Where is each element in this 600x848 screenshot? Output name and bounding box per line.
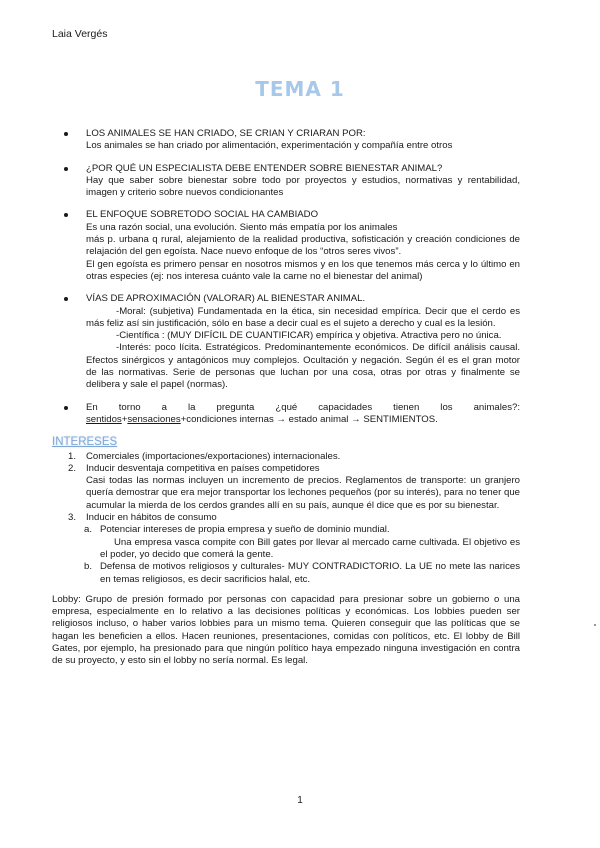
- bullet-icon: [64, 213, 68, 217]
- numbered-item: [52, 512, 520, 524]
- item-number: 1.: [68, 450, 77, 462]
- bullet-item: [52, 402, 520, 427]
- sub-item-text: Defensa de motivos religiosos y culturales- MUY CONTRADICTORIO. La UE no mete las narices en temas religiosos, es decir sacrificios halal, etc.: [100, 561, 520, 585]
- section-heading-intereses: INTERESES: [52, 436, 118, 449]
- bullet-text: Es una razón social, una evolución. Siento más empatía por los animales: [86, 221, 398, 233]
- approach-label: -Interés:: [116, 342, 152, 354]
- bullet-item: [52, 209, 520, 283]
- item-detail: Casi todas las normas incluyen un incremento de precios. Reglamentos de transporte: un granjero quería demostrar que era mejor transportar los lechones pequeños (por su interés), para no tener que acumular la mierda de los cerdos grandes allí en su país, aunque él dice que es por su bienestar.: [86, 475, 520, 511]
- lobby-paragraph: [52, 594, 520, 668]
- approach-cientifica: [86, 330, 520, 342]
- sub-item-letter: a.: [84, 524, 93, 536]
- sub-item: [52, 561, 520, 586]
- bullet-text: [86, 414, 520, 426]
- item-number: 2.: [68, 462, 77, 474]
- page-title: TEMA 1: [255, 77, 345, 101]
- bullet-heading: VÍAS DE APROXIMACIÓN (VALORAR) AL BIENESTAR ANIMAL.: [86, 293, 366, 305]
- bullet-item: [52, 293, 520, 391]
- sub-item-detail: Una empresa vasca compite con Bill gates por llevar al mercado carne cultivada. El objetivo es el poder, yo decido que comerá la gente.: [100, 536, 520, 560]
- approach-interes: [86, 342, 520, 391]
- item-text: Inducir en hábitos de consumo: [86, 512, 217, 524]
- bullet-icon: [64, 132, 68, 136]
- approach-text: poco lícita. Estratégicos. Predominantemente económicos. De difícil análisis causal. Efectos sinérgicos y antagónicos muy complejos. Ocultación y negación. Según él es el gran motor de las normativas. Serie de personas que luchan por una cosa, otras por otras y finalmente se delibera y sale el papel (normas).: [86, 342, 520, 391]
- bullet-text: Hay que saber sobre bienestar sobre todo por proyectos y estudios, normativas y rentabilidad, imagen y criterio sobre nuevos condicionantes: [86, 174, 520, 199]
- bullet-item: [52, 163, 520, 200]
- plus-sign: +: [121, 413, 128, 425]
- bullet-icon: [64, 406, 68, 410]
- bullet-heading: EL ENFOQUE SOBRETODO SOCIAL HA CAMBIADO: [86, 209, 319, 221]
- numbered-item: [52, 451, 520, 463]
- bullet-heading: LOS ANIMALES SE HAN CRIADO, SE CRIAN Y CRIARAN POR:: [86, 128, 366, 139]
- item-number: 3.: [68, 512, 77, 524]
- bullet-heading: ¿POR QUÉ UN ESPECIALISTA DEBE ENTENDER SOBRE BIENESTAR ANIMAL?: [86, 162, 443, 174]
- bullet-icon: [64, 297, 68, 301]
- bullet-item: [52, 128, 520, 153]
- approach-label: -Moral:: [116, 305, 146, 317]
- sub-item-letter: b.: [84, 561, 93, 573]
- page-number: 1: [297, 795, 303, 806]
- bullet-icon: [64, 167, 68, 171]
- approach-moral: [86, 306, 520, 331]
- bullet-text: Los animales se han criado por alimentación, experimentación y compañía entre otros: [86, 140, 453, 152]
- document-body: [52, 128, 520, 668]
- approach-label: -Científica: [116, 330, 160, 342]
- margin-mark: [594, 624, 596, 626]
- bullet-text: más p. urbana q rural, alejamiento de la realidad productiva, sofisticación y creación condiciones de relajación del gen egoísta. Nace nuevo enfoque de los “otros seres vivos”.: [86, 234, 520, 258]
- item-text: Comerciales (importaciones/exportaciones) internacionales.: [86, 450, 341, 462]
- lobby-label: Lobby: [52, 593, 79, 605]
- bullet-text: El gen egoísta es primero pensar en nosotros mismos y en los que tenemos más cerca y lo último en otras especies (ej: nos interesa cuánto vale la carne no el bienestar del animal): [86, 258, 520, 282]
- author-name: Laia Vergés: [52, 28, 108, 40]
- approach-text: : (MUY DIFÍCIL DE CUANTIFICAR) empírica y objetiva. Atractiva pero no única.: [159, 330, 502, 342]
- item-text: Inducir desventaja competitiva en países competidores: [86, 462, 320, 474]
- sub-item: [52, 524, 520, 561]
- underlined-term: sentidos: [86, 413, 122, 425]
- approach-text: (subjetiva) Fundamentada en la ética, sin necesidad empírica. Decir que el cerdo es más feliz así sin justificación, sólo en base a decir cual es el sujeto a derecho y cual es la lesión.: [86, 305, 520, 329]
- lobby-text: : Grupo de presión formado por personas con capacidad para presionar sobre un gobierno o una empresa, especialmente en lo relativo a las decisiones políticas y económicas. Los lobbies pueden ser religiosos incluso, o haber varios lobbies para un mismo tema. Quieren conseguir que las políticas que se hagan les beneficien a ellos. Hacen reuniones, presentaciones, comidas con políticos, etc. El lobby de Bill Gates, por ejemplo, ha presionado para que ningún político haya empezado ninguna investigación en contra de su proyecto, y esto sin el lobby no sería normal. Es legal.: [52, 593, 520, 667]
- bullet-text-tail: +condiciones internas → estado animal → SENTIMIENTOS.: [180, 413, 438, 425]
- numbered-item: [52, 463, 520, 512]
- sub-item-text: Potenciar intereses de propia empresa y sueño de dominio mundial.: [100, 524, 390, 536]
- underlined-term: sensaciones: [127, 413, 181, 425]
- bullet-text: En torno a la pregunta ¿qué capacidades tienen los animales?:: [86, 401, 520, 413]
